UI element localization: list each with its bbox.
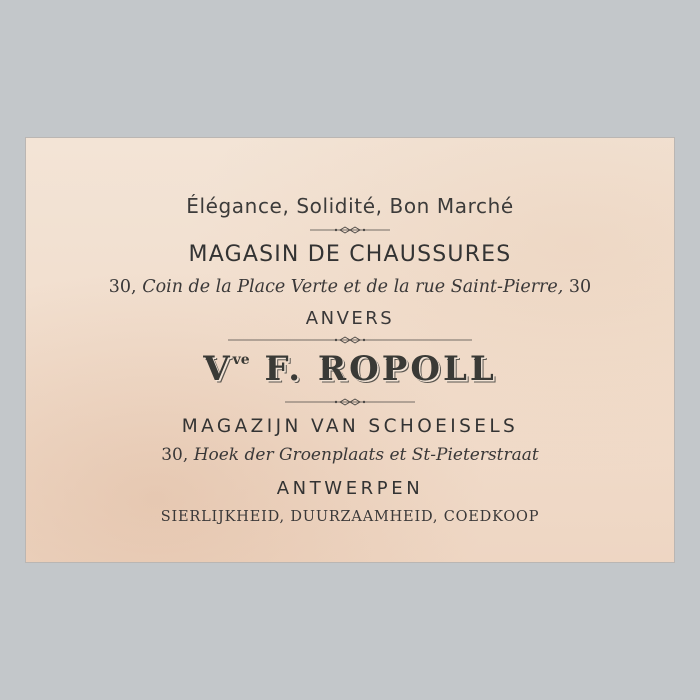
address-number-right: 30 <box>568 277 592 297</box>
proprietor-name <box>26 349 674 389</box>
ornament-divider-top <box>310 225 390 235</box>
ornament-rule-icon <box>310 225 390 235</box>
address-number-dutch: 30, <box>161 445 189 465</box>
ornament-divider-lower <box>285 397 415 407</box>
address-street-french: Coin de la Place Verte et de la rue Saint-Pierre, <box>142 277 564 297</box>
city-french: ANVERS <box>305 308 395 329</box>
ornament-divider-middle <box>228 335 472 345</box>
tagline-french: Élégance, Solidité, Bon Marché <box>186 194 514 218</box>
business-card <box>26 138 674 562</box>
ornament-rule-icon <box>228 335 472 345</box>
proprietor-surname: F. ROPOLL <box>264 349 497 389</box>
address-french <box>26 279 674 297</box>
address-street-dutch: Hoek der Groenplaats et St-Pieterstraat <box>193 445 539 465</box>
shop-title-french: MAGASIN DE CHAUSSURES <box>188 242 512 267</box>
proprietor-prefix: V <box>203 349 233 389</box>
address-number-left: 30, <box>108 277 137 297</box>
address-dutch <box>26 447 674 464</box>
proprietor-prefix-sup: ve <box>232 352 250 368</box>
shop-title-dutch: MAGAZIJN VAN SCHOEISELS <box>181 416 519 437</box>
tagline-dutch: SIERLIJKHEID, DUURZAAMHEID, COEDKOOP <box>160 509 540 525</box>
ornament-rule-icon <box>285 397 415 407</box>
city-dutch: ANTWERPEN <box>276 478 424 499</box>
